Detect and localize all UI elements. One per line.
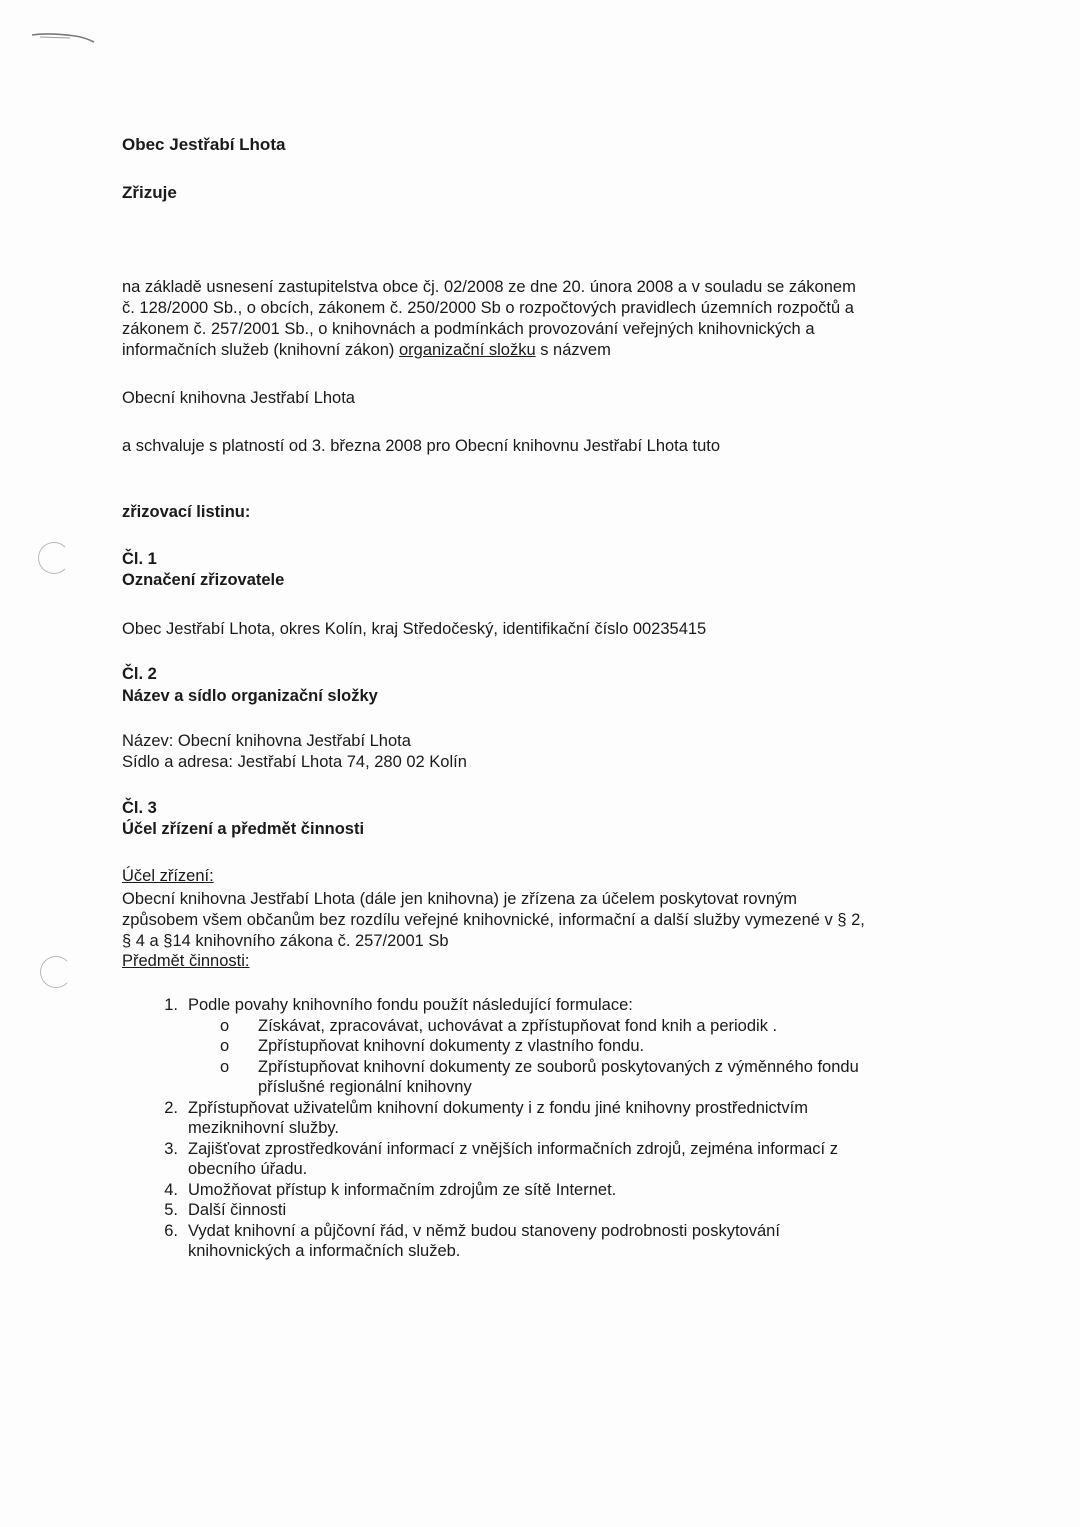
sub-list-item-text: Získávat, zpracovávat, uchovávat a zpřístupňovat fond knih a periodik . [258, 1016, 778, 1035]
sub-list-item [122, 1016, 952, 1037]
list-item-number: 4. [164, 1180, 178, 1199]
activity-label: Předmět činnosti: [122, 952, 250, 970]
intro-line-2: č. 128/2000 Sb., o obcích, zákonem č. 250/2000 Sb o rozpočtových pravidlech územních rozpočtů a [122, 299, 854, 317]
purpose-line-2: způsobem všem občanům bez rozdílu veřejné knihovnické, informační a další služby vymezené v § 2, [122, 911, 865, 929]
list-item-text: Umožňovat přístup k informačním zdrojům ze sítě Internet. [188, 1180, 617, 1199]
list-item-text: Vydat knihovní a půjčovní řád, v němž budou stanoveny podrobnosti poskytování knihovnických a informačních služeb. [188, 1221, 780, 1260]
list-item-number: 3. [164, 1139, 178, 1158]
bullet-marker: o [220, 1016, 230, 1035]
bullet-marker: o [220, 1057, 230, 1076]
intro-line-3: zákonem č. 257/2001 Sb., o knihovnách a podmínkách provozování veřejných knihovnických a [122, 320, 815, 338]
scan-artifact-mark [30, 30, 96, 44]
intro-line-4-start: informačních služeb (knihovní zákon) [122, 341, 399, 359]
list-item-number: 6. [164, 1221, 178, 1240]
intro-line-1: na základě usnesení zastupitelstva obce čj. 02/2008 ze dne 20. února 2008 a v souladu se zákonem [122, 278, 856, 296]
deed-title: zřizovací listinu: [122, 503, 251, 521]
sub-list-item-text: Zpřístupňovat knihovní dokumenty z vlastního fondu. [258, 1037, 645, 1055]
purpose-label: Účel zřízení: [122, 867, 214, 885]
list-item-number: 1. [164, 996, 178, 1014]
sub-list-item [122, 1057, 952, 1098]
article-1-title: Označení zřizovatele [122, 571, 285, 589]
article-1-text: Obec Jestřabí Lhota, okres Kolín, kraj Středočeský, identifikační číslo 00235415 [122, 620, 707, 638]
article-3-title: Účel zřízení a předmět činnosti [122, 820, 365, 838]
approval-text: a schvaluje s platností od 3. března 2008 pro Obecní knihovnu Jestřabí Lhota tuto [122, 437, 721, 455]
list-item-text: Zajišťovat zprostředkování informací z vnějších informačních zdrojů, zejména informací z obecního úřadu. [188, 1139, 838, 1178]
sub-list-item-text: Zpřístupňovat knihovní dokumenty ze souborů poskytovaných z výměnného fondu příslušné regionální knihovny [258, 1057, 859, 1096]
organizational-unit-term: organizační složku [398, 341, 536, 359]
article-2-title: Název a sídlo organizační složky [122, 687, 378, 705]
sub-list-item [122, 1036, 952, 1057]
list-item-text: Další činnosti [188, 1201, 287, 1219]
article-2-name-line: Název: Obecní knihovna Jestřabí Lhota [122, 732, 411, 750]
list-item [122, 995, 952, 1016]
list-item-number: 2. [164, 1098, 178, 1117]
municipality-heading: Obec Jestřabí Lhota [122, 135, 286, 154]
list-item-number: 5. [164, 1201, 178, 1219]
purpose-line-3: § 4 a §14 knihovního zákona č. 257/2001 Sb [122, 932, 449, 950]
bullet-marker: o [220, 1037, 230, 1055]
activity-list [122, 995, 952, 1262]
punch-hole-bottom [40, 956, 72, 988]
list-item [122, 1139, 952, 1180]
article-2-number: Čl. 2 [122, 665, 157, 683]
list-item [122, 1221, 952, 1262]
list-item [122, 1180, 952, 1201]
intro-line-4 [122, 340, 611, 361]
list-item-text: Podle povahy knihovního fondu použít následující formulace: [188, 996, 633, 1014]
article-2-seat-line: Sídlo a adresa: Jestřabí Lhota 74, 280 02 Kolín [122, 753, 467, 771]
purpose-line-1: Obecní knihovna Jestřabí Lhota (dále jen knihovna) je zřízena za účelem poskytovat rovným [122, 890, 798, 908]
article-3-number: Čl. 3 [122, 799, 157, 817]
list-item [122, 1200, 952, 1221]
list-item-text: Zpřístupňovat uživatelům knihovní dokumenty i z fondu jiné knihovny prostřednictvím meziknihovní služby. [188, 1098, 808, 1137]
library-name: Obecní knihovna Jestřabí Lhota [122, 389, 355, 407]
punch-hole-top [38, 542, 70, 574]
article-1-number: Čl. 1 [122, 550, 157, 568]
list-item [122, 1098, 952, 1139]
intro-line-4-end: s názvem [535, 341, 611, 359]
establishes-heading: Zřizuje [122, 183, 177, 202]
